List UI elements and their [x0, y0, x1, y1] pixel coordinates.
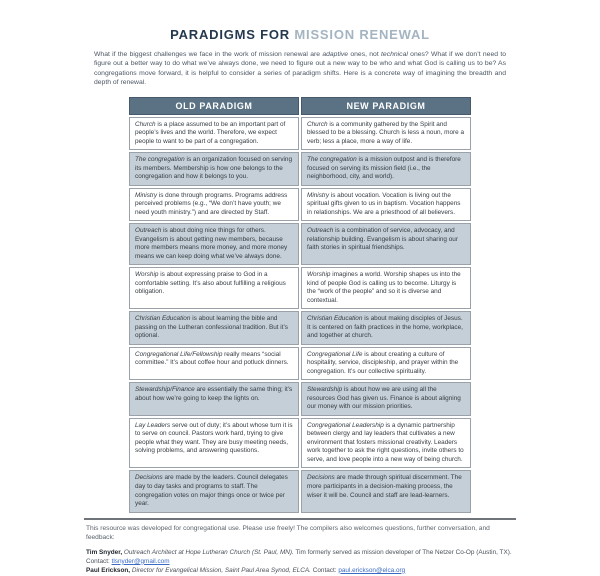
old-cell: [129, 117, 299, 151]
old-cell: [129, 311, 299, 345]
email-link-tim[interactable]: tlsnyder@gmail.com: [111, 557, 170, 565]
cell-term: Ministry: [135, 191, 158, 199]
cell-text: is about doing nice things for others. Evangelism is about getting new members, because more members means more money, and more money means we can keep doing what we’ve always done.: [135, 227, 288, 260]
cell-text: is about vocation. Vocation is living out the spiritual gifts given to us in baptism. Vocation happens in relationships. We are a priesthood of all believers.: [307, 191, 461, 216]
old-cell: [129, 382, 299, 416]
new-cell: [301, 188, 471, 222]
cell-term: Worship: [307, 271, 331, 279]
compiler-name: Paul Erickson,: [86, 566, 131, 574]
cell-term: Lay Leaders: [135, 421, 171, 429]
cell-text: is about learning the bible and passing on the Lutheran confessional tradition. But it’s optional.: [135, 315, 289, 340]
cell-term: Congregational Life: [307, 350, 363, 358]
table-header-row: [129, 97, 471, 115]
table-row: [129, 188, 471, 222]
new-cell: [301, 382, 471, 416]
cell-term: Outreach: [307, 227, 334, 235]
new-cell: [301, 470, 471, 512]
cell-term: Congregational Life/Fellowship: [135, 350, 223, 358]
page-title-light: MISSION RENEWAL: [294, 27, 430, 42]
intro-paragraph: [94, 50, 506, 88]
cell-text: is a community gathered by the Spirit and blessed to be a blessing. Church is less a noun, more a verb; less a place, more a way of life.: [307, 120, 465, 145]
table-row: [129, 382, 471, 416]
compiler-paul-erickson: [86, 567, 514, 576]
compilers-section: [86, 549, 514, 576]
new-cell: [301, 311, 471, 345]
cell-term: The congregation: [307, 156, 357, 164]
table-row: [129, 223, 471, 265]
cell-text: are made by the leaders. Council delegates day to day tasks and programs to staff. The congregation votes on major things once or twice per year.: [135, 474, 288, 508]
table-row: [129, 311, 471, 345]
table-row: [129, 470, 471, 512]
cell-text: is a combination of service, advocacy, and relationship building. Evangelism is about sharing our faith stories in spiritual friendships.: [307, 227, 458, 252]
old-paradigm-header: OLD PARADIGM: [129, 97, 299, 115]
new-cell: [301, 418, 471, 469]
intro-text: ones? What if we don’t need to figure out a better way to do what we’ve always done, we need to figure out a new way to be who and what God is calling us to be? As congregations move forward, it is helpful to consider a series of paradigm shifts. Here is a concrete way of imagining the breadth and depth of renewal.: [94, 51, 506, 87]
cell-term: Decisions: [135, 474, 163, 482]
cell-text: is a place assumed to be an important part of people’s lives and the world. Therefore, we expect people to want to be part of a congregation.: [135, 120, 286, 145]
old-cell: [129, 267, 299, 309]
cell-term: Church: [135, 120, 156, 128]
cell-text: is about how we are using all the resources God has given us. Finance is about aligning our money with our mission priorities.: [307, 386, 461, 411]
cell-text: is done through programs. Programs address perceived problems (e.g., “We don’t have youth; we need youth ministry.”) and are directed by Staff.: [135, 191, 288, 216]
intro-text: What if the biggest challenges we face in the work of mission renewal are: [94, 51, 323, 58]
table-row: [129, 347, 471, 381]
compiler-role: Director for Evangelical Mission, Saint Paul Area Synod, ELCA.: [130, 566, 313, 574]
email-link-paul[interactable]: paul.erickson@elca.org: [338, 566, 406, 574]
table-row: [129, 117, 471, 151]
old-cell: [129, 188, 299, 222]
cell-term: Stewardship: [307, 386, 343, 394]
cell-term: Decisions: [307, 474, 335, 482]
new-cell: [301, 223, 471, 265]
cell-term: Worship: [135, 271, 159, 279]
cell-term: Congregational Leadership: [307, 421, 384, 429]
cell-text: is an organization focused on serving its members. Membership is how one belongs to the congregation and how it belongs to you.: [135, 156, 293, 181]
intro-italic-adaptive: adaptive: [322, 51, 349, 58]
new-cell: [301, 117, 471, 151]
cell-term: Christian Education: [307, 315, 363, 323]
cell-text: are made through spiritual discernment. The more participants in a decision-making process, the wiser it will be. Council and staff are lead-learners.: [307, 474, 462, 499]
cell-text: serve out of duty; it’s about whose turn it is to serve on council. Pastors work hard, trying to give people what they want. They are busy meeting needs, solving problems, and answering questions.: [135, 421, 293, 455]
cell-term: Stewardship/Finance: [135, 386, 195, 394]
cell-term: The congregation: [135, 156, 185, 164]
cell-text: is about expressing praise to God in a comfortable setting. It’s also about fulfilling a religious obligation.: [135, 271, 286, 296]
new-cell: [301, 152, 471, 186]
compiler-role: Outreach Architect at Hope Lutheran Church (St. Paul, MN).: [122, 548, 294, 556]
footer-note: This resource was developed for congregational use. Please use freely! The compilers also welcomes questions, further conversation, and feedback:: [86, 524, 490, 541]
footer-divider: [84, 518, 516, 520]
compiler-tim-snyder: [86, 549, 514, 567]
old-cell: [129, 347, 299, 381]
cell-text: is a dynamic partnership between clergy and lay leaders that cultivates a new environment that fosters missional creativity. Leaders work together to ask the right questions, invite others to serve, and love people into a new way of being church.: [307, 421, 464, 463]
cell-text: is about creating a culture of hospitality, service, discipleship, and prayer within the congregation. It’s our collective spirituality.: [307, 350, 459, 375]
cell-text: are essentially the same thing; it’s about how we’re going to keep the lights on.: [135, 386, 293, 402]
page-title: [84, 27, 516, 42]
intro-text: ones, not: [348, 51, 382, 58]
cell-term: Ministry: [307, 191, 330, 199]
cell-term: Outreach: [135, 227, 162, 235]
cell-term: Church: [307, 120, 328, 128]
cell-text: is about making disciples of Jesus. It is centered on faith practices in the home, workplace, and together at church.: [307, 315, 463, 340]
new-paradigm-header: NEW PARADIGM: [301, 97, 471, 115]
document-content: [84, 27, 516, 576]
compiler-text: Tim formerly served as mission developer of The Netzer Co-Op (Austin, TX). Contact:: [86, 548, 512, 565]
intro-italic-technical: technical: [381, 51, 408, 58]
table-row: [129, 267, 471, 309]
old-cell: [129, 223, 299, 265]
compiler-text: Contact:: [312, 566, 339, 574]
old-cell: [129, 470, 299, 512]
compiler-name: Tim Snyder,: [86, 548, 123, 556]
new-cell: [301, 267, 471, 309]
page-title-dark: PARADIGMS FOR: [170, 27, 290, 42]
old-cell: [129, 152, 299, 186]
paradigm-table: [127, 95, 473, 515]
cell-text: imagines a world. Worship shapes us into the kind of people God is calling us to become. Liturgy is the “work of the people” and so it is diverse and contextual.: [307, 271, 461, 304]
cell-text: really means “social committee.” It’s about coffee hour and potluck dinners.: [135, 350, 289, 367]
table-row: [129, 418, 471, 469]
new-cell: [301, 347, 471, 381]
old-cell: [129, 418, 299, 469]
cell-text: is a mission outpost and is therefore focused on serving its mission field (i.e., the neighborhood, city, and world).: [307, 156, 461, 181]
cell-term: Christian Education: [135, 315, 191, 323]
table-row: [129, 152, 471, 186]
